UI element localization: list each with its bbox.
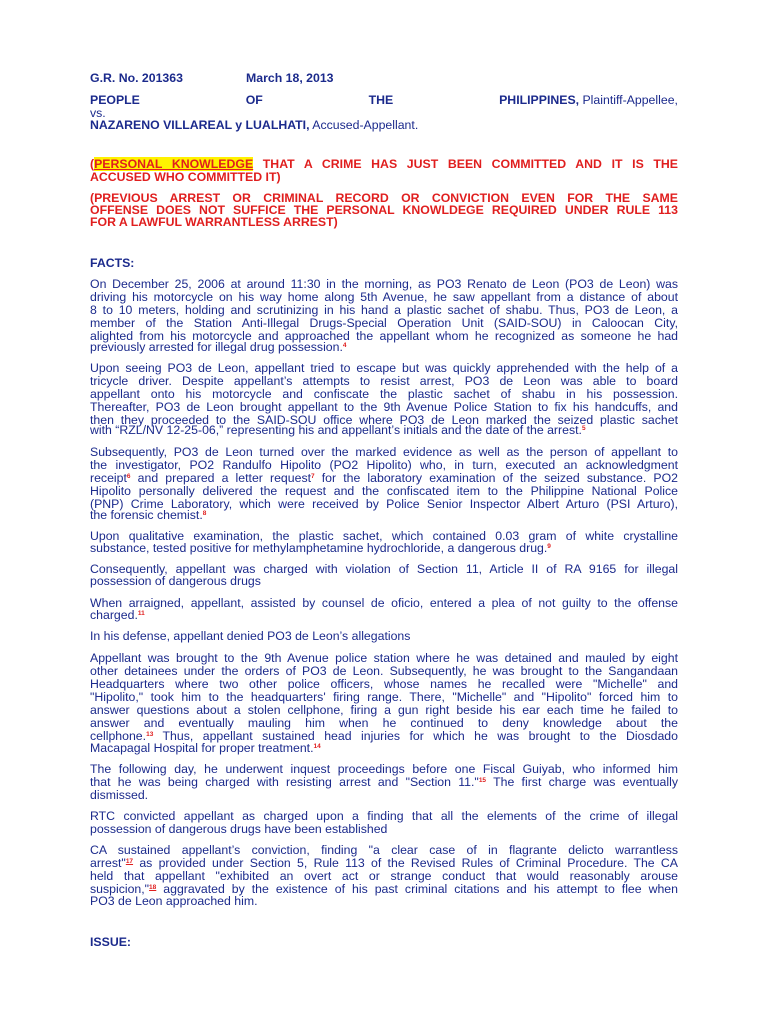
text-line: On December 25, 2006 at around 11:30 in the morning, as PO3 Renato de Leon (PO3 de Leon) was: [90, 277, 678, 291]
text-span: the forensic chemist.: [90, 508, 203, 522]
title-word: THE: [368, 93, 394, 107]
text-line: The following day, he underwent inquest proceedings before one Fiscal Guiyab, who informed him: [90, 762, 678, 776]
doctrine-text: THAT A CRIME HAS JUST BEEN COMMITTED AND IT IS THE: [253, 157, 679, 171]
text-line: tricycle driver. Despite appellant’s attempts to resist arrest, PO3 de Leon was able to board: [90, 374, 678, 388]
text-line: Appellant was brought to the 9th Avenue police station where he was detained and mauled by eight: [90, 651, 678, 665]
text-line: possession of dangerous drugs have been established: [90, 822, 388, 836]
text-span: cellphone.: [90, 729, 147, 743]
footnote-ref: 9: [547, 543, 551, 550]
footnote-ref: 14: [313, 743, 321, 750]
text-line: [90, 341, 678, 354]
doctrine-2-line-1: (PREVIOUS ARREST OR CRIMINAL RECORD OR CONVICTION EVEN FOR THE SAME: [90, 191, 678, 205]
doctrine-2-line-3: FOR A LAWFUL WARRANTLESS ARREST): [90, 215, 338, 229]
case-header: [90, 72, 678, 85]
text-span: arrest": [90, 856, 126, 870]
gr-number: G.R. No. 201363: [90, 71, 183, 85]
text-line: [90, 542, 678, 555]
title-word: OF: [245, 93, 263, 107]
text-line: Upon seeing PO3 de Leon, appellant tried to escape but was quickly apprehended with the help of a: [90, 361, 678, 375]
text-line: PO3 de Leon approached him.: [90, 894, 258, 908]
text-line: Headquarters where two other police officers, whose names he recalled were "Michelle" and: [90, 677, 678, 691]
text-span: charged.: [90, 608, 138, 622]
text-line: Hipolito personally delivered the request and the confiscated item to the Philippine National Police: [90, 484, 678, 498]
paren: (: [90, 157, 95, 171]
text-line: alighted from his motorcycle and approached the appellant whom he recognized as someone he had: [90, 329, 678, 343]
text-line: (PNP) Crime Laboratory, which were received by Police Senior Inspector Albert Arturo (PSI Arturo),: [90, 497, 678, 511]
facts-heading: FACTS:: [90, 256, 135, 270]
text-line: dismissed.: [90, 788, 149, 802]
text-line: Consequently, appellant was charged with violation of Section 11, Article II of RA 9165 for illegal: [90, 562, 678, 576]
title-word: PHILIPPINES,: [499, 93, 580, 107]
text-line: other detainees under the orders of PO3 de Leon. Subsequently, he was brought to the Sangandaan: [90, 664, 678, 678]
footnote-ref: 5: [581, 425, 586, 432]
footnote-ref: 13: [146, 731, 154, 738]
text-line: 8 to 10 meters, holding and scrutinizing in his hand a plastic sachet of shabu. Thus, PO3 de Leon, a: [90, 303, 678, 317]
text-span: as provided under Section 5, Rule 113 of the Revised Rules of Criminal Procedure. The CA: [133, 856, 678, 870]
plaintiff-line: [499, 94, 678, 107]
footnote-ref: 4: [342, 342, 347, 349]
text-line: RTC convicted appellant as charged upon a finding that all the elements of the crime of illegal: [90, 809, 678, 823]
footnote-ref: 8: [202, 510, 207, 517]
text-line: CA sustained appellant’s conviction, finding "a clear case of in flagrante delicto warrantless: [90, 843, 678, 857]
text-line: held that appellant "exhibited an overt act or strange conduct that would reasonably arouse: [90, 869, 678, 883]
text-line: possession of dangerous drugs: [90, 574, 261, 588]
text-line: In his defense, appellant denied PO3 de Leon’s allegations: [90, 629, 411, 643]
text-span: receipt: [90, 471, 127, 485]
doctrine-1-line-2: ACCUSED WHO COMMITTED IT): [90, 170, 281, 184]
accused-name: NAZARENO VILLAREAL y LUALHATI,: [90, 118, 310, 132]
text-line: Thereafter, PO3 de Leon brought appellant to the 9th Avenue Police Station to fix his handcuffs, and: [90, 400, 678, 414]
accused-line: [90, 119, 678, 132]
text-span: that he was being charged with resisting arrest and "Section 11.": [90, 775, 479, 789]
personal-knowledge-highlight: PERSONAL KNOWLEDGE: [94, 157, 254, 171]
footnote-ref: 17: [125, 858, 134, 865]
text-line: [90, 776, 678, 789]
footnote-ref: 6: [126, 473, 131, 480]
footnote-ref: 15: [478, 777, 487, 784]
issue-heading: ISSUE:: [90, 935, 131, 949]
text-line: member of the Station Anti-Illegal Drugs-Special Operation Unit (SAID-SOU) in Caloocan City,: [90, 316, 678, 330]
versus: vs.: [90, 106, 106, 120]
decision-date: March 18, 2013: [246, 71, 334, 85]
case-title: [90, 94, 678, 107]
footnote-ref: 18: [149, 884, 157, 891]
text-span: previously arrested for illegal drug possession.: [90, 340, 343, 354]
text-span: with “RZL/NV 12-25-06,” representing his and appellant’s initials and the date of the arrest.: [90, 423, 582, 437]
text-line: [90, 742, 678, 755]
text-line: [90, 424, 678, 437]
text-line: When arraigned, appellant, assisted by counsel de oficio, entered a plea of not guilty to the offense: [90, 596, 678, 610]
footnote-ref: 7: [311, 473, 315, 480]
text-line: [90, 509, 678, 522]
text-line: Subsequently, PO3 de Leon turned over the marked evidence as well as the person of appellant to: [90, 445, 678, 459]
text-span: aggravated by the existence of his past criminal citations and his attempt to flee when: [156, 882, 678, 896]
text-line: answer questions about a stolen cellphone, firing a gun right beside his ear each time he failed to: [90, 703, 678, 717]
text-line: then they proceeded to the SAID-SOU office where PO3 de Leon marked the seized plastic sachet: [90, 413, 678, 427]
text-line: [90, 609, 678, 622]
footnote-ref: 11: [137, 610, 145, 617]
accused-role: Accused-Appellant.: [312, 118, 419, 132]
text-span: Thus, appellant sustained head injuries for which he was brought to the Diosdado: [153, 729, 678, 743]
text-line: driving his motorcycle on his way home along 5th Avenue, he saw appellant from a distance of about: [90, 290, 678, 304]
text-span: suspicion,": [90, 882, 150, 896]
text-line: the investigator, PO2 Randulfo Hipolito (PO2 Hipolito) who, in turn, executed an acknowledgment: [90, 458, 678, 472]
text-line: Upon qualitative examination, the plastic sachet, which contained 0.03 gram of white crystalline: [90, 529, 678, 543]
text-span: The first charge was eventually: [486, 775, 679, 789]
text-span: Macapagal Hospital for proper treatment.: [90, 741, 314, 755]
title-word: PEOPLE: [90, 93, 140, 107]
doctrine-2-line-2: OFFENSE DOES NOT SUFFICE THE PERSONAL KNOWLDEGE REQUIRED UNDER RULE 113: [90, 203, 678, 217]
plaintiff-role: Plaintiff-Appellee,: [582, 93, 678, 107]
text-span: for the laboratory examination of the seized substance. PO2: [314, 471, 679, 485]
text-line: answer and eventually mauling him when he continued to deny knowledge about the: [90, 716, 678, 730]
text-span: substance, tested positive for methylamphetamine hydrochloride, a dangerous drug.: [90, 541, 548, 555]
text-span: and prepared a letter request: [130, 471, 312, 485]
text-line: appellant onto his motorcycle and confiscate the plastic sachet of shabu in his possession.: [90, 387, 678, 401]
text-line: "Hipolito," took him to the headquarters' firing range. There, "Michelle" and "Hipolito" forced him to: [90, 690, 678, 704]
